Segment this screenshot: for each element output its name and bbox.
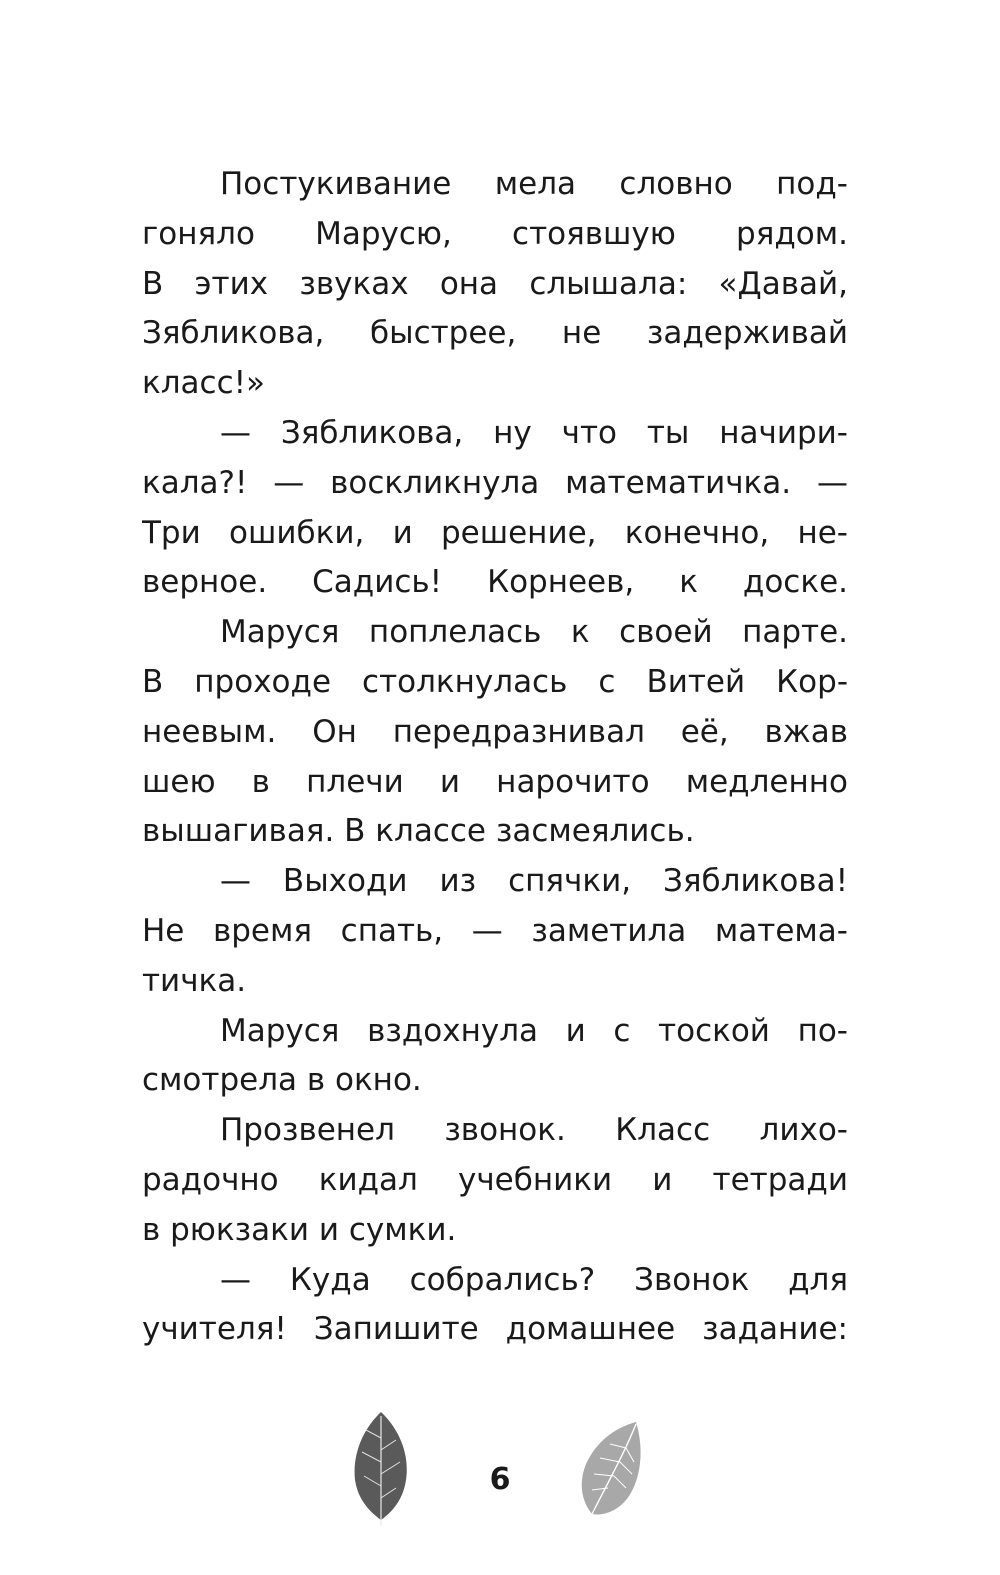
text-line: — Куда собрались? Звонок для — [220, 1261, 848, 1298]
text-line: класс!» — [142, 365, 266, 402]
text-line: Постукивание мела словно под- — [220, 166, 848, 202]
text-line: в рюкзаки и сумки. — [142, 1211, 457, 1248]
text-line: Прозвенел звонок. Класс лихо- — [220, 1112, 848, 1149]
text-line: В этих звуках она слышала: «Давай, — [142, 265, 848, 302]
text-line: неевым. Он передразнивал её, вжав — [142, 713, 848, 750]
leaf-right-icon — [570, 1418, 650, 1528]
text-line: смотрела в окно. — [142, 1062, 422, 1099]
text-line: — Выходи из спячки, Зябликова! — [220, 863, 848, 900]
text-line: учителя! Запишите домашнее задание: — [142, 1311, 848, 1348]
text-line: В проходе столкнулась с Витей Кор- — [142, 663, 848, 700]
text-line: кала?! — воскликнула математичка. — — [142, 464, 848, 501]
text-line: шею в плечи и нарочито медленно — [142, 763, 848, 800]
text-line: верное. Садись! Корнеев, к доске. — [142, 564, 848, 601]
book-text — [142, 160, 848, 1355]
text-line: вышагивая. В классе засмеялись. — [142, 813, 695, 850]
page-number: 6 — [489, 1462, 511, 1497]
text-line: Зябликова, быстрее, не задерживай — [142, 315, 848, 352]
text-line: тичка. — [142, 962, 247, 999]
text-line: Три ошибки, и решение, конечно, не- — [142, 514, 848, 551]
text-line: Маруся вздохнула и с тоской по- — [220, 1012, 848, 1049]
text-line: Не время спать, — заметила матема- — [142, 912, 848, 949]
text-line: — Зябликова, ну что ты начири- — [220, 414, 848, 451]
text-line: гоняло Марусю, стоявшую рядом. — [142, 215, 848, 252]
text-line: Маруся поплелась к своей парте. — [220, 614, 848, 651]
text-line: радочно кидал учебники и тетради — [142, 1161, 848, 1198]
leaf-left-icon — [348, 1408, 414, 1528]
page-footer — [0, 1400, 1000, 1540]
